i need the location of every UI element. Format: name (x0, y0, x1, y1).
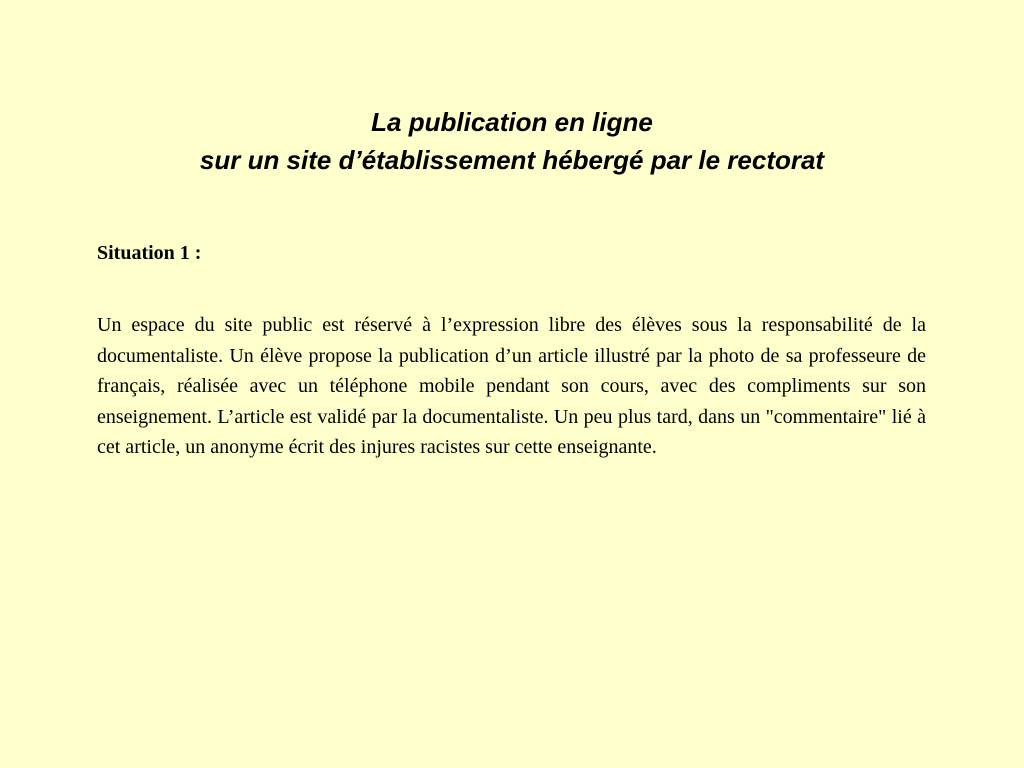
title-line-1: La publication en ligne (371, 107, 653, 138)
title-line-2: sur un site d’établissement hébergé par le rectorat (199, 145, 825, 176)
situation-heading: Situation 1 : (97, 242, 202, 264)
situation-body-text: Un espace du site public est réservé à l’expression libre des élèves sous la responsabilité de la documentaliste. Un élève propose la publication d’un article illustré par la photo de sa professeure de français, réalisée avec un téléphone mobile pendant son cours, avec des compliments sur son enseignement. L’article est validé par la documentaliste. Un peu plus tard, dans un "commentaire" lié à cet article, un anonyme écrit des injures racistes sur cette enseignante. (97, 314, 926, 458)
slide-title (0, 103, 1024, 179)
